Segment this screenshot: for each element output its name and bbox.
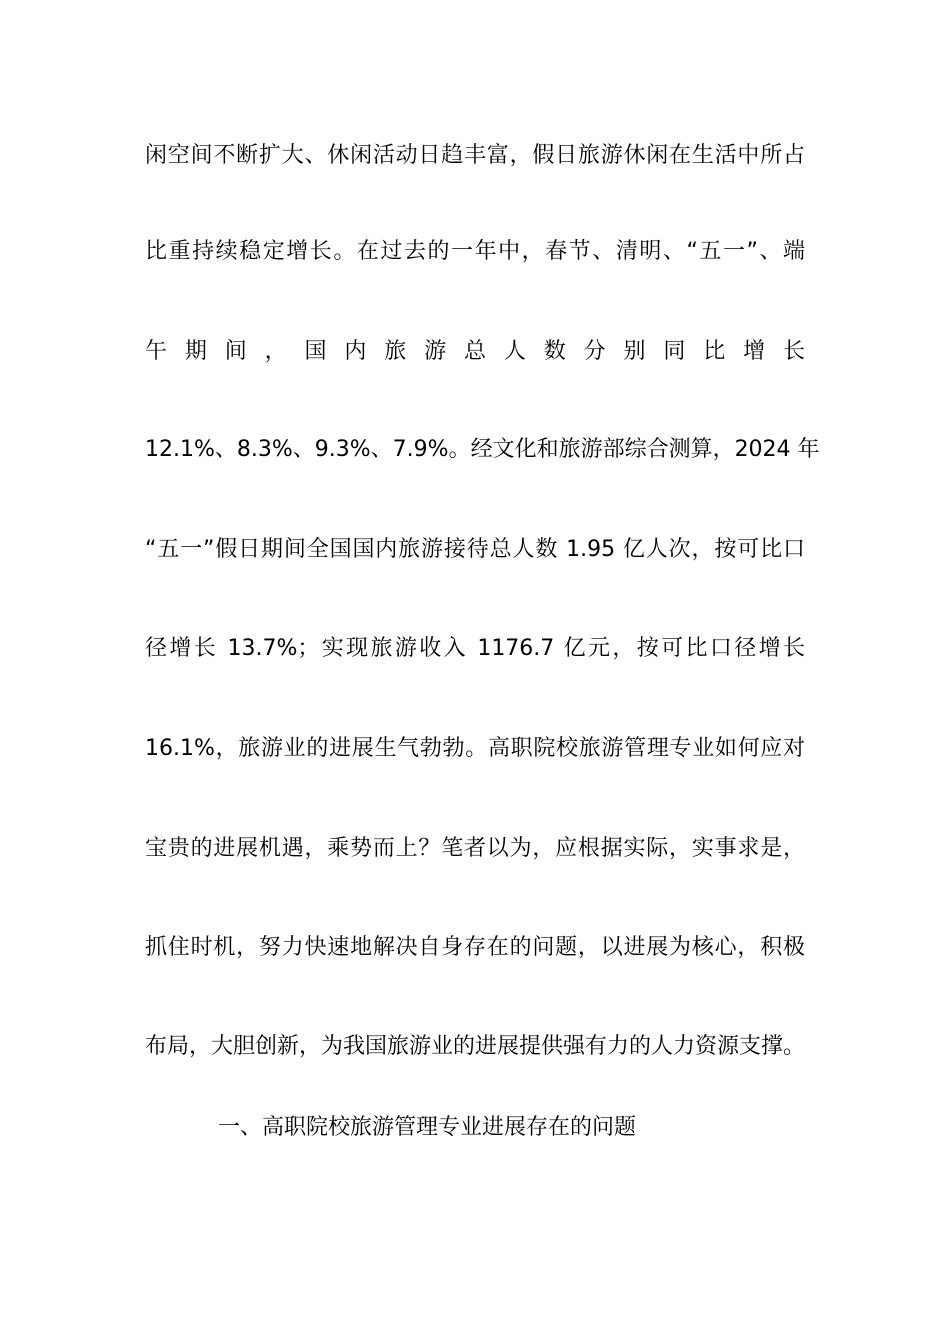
paragraph-line-7: 16.1%，旅游业的进展生气勃勃。高职院校旅游管理专业如何应对 (145, 736, 805, 761)
paragraph-line-8: 宝贵的进展机遇，乘势而上？笔者以为，应根据实际，实事求是， (145, 836, 805, 861)
paragraph-line-4: 12.1%、8.3%、9.3%、7.9%。经文化和旅游部综合测算，2024 年 (145, 437, 820, 462)
paragraph-line-9: 抓住时机，努力快速地解决自身存在的问题，以进展为核心，积极 (145, 935, 805, 960)
section-heading: 一、高职院校旅游管理专业进展存在的问题 (218, 1115, 637, 1140)
paragraph-line-6: 径增长 13.7%；实现旅游收入 1176.7 亿元，按可比口径增长 (145, 636, 805, 661)
paragraph-line-2: 比重持续稳定增长。在过去的一年中，春节、清明、“五一”、端 (145, 239, 805, 264)
paragraph-line-5: “五一”假日期间全国国内旅游接待总人数 1.95 亿人次，按可比口 (145, 537, 805, 562)
paragraph-line-10: 布局，大胆创新，为我国旅游业的进展提供强有力的人力资源支撑。 (145, 1034, 806, 1059)
paragraph-line-3: 午 期 间 ， 国 内 旅 游 总 人 数 分 别 同 比 增 长 (145, 339, 805, 364)
paragraph-line-1: 闲空间不断扩大、休闲活动日趋丰富，假日旅游休闲在生活中所占 (145, 143, 805, 168)
